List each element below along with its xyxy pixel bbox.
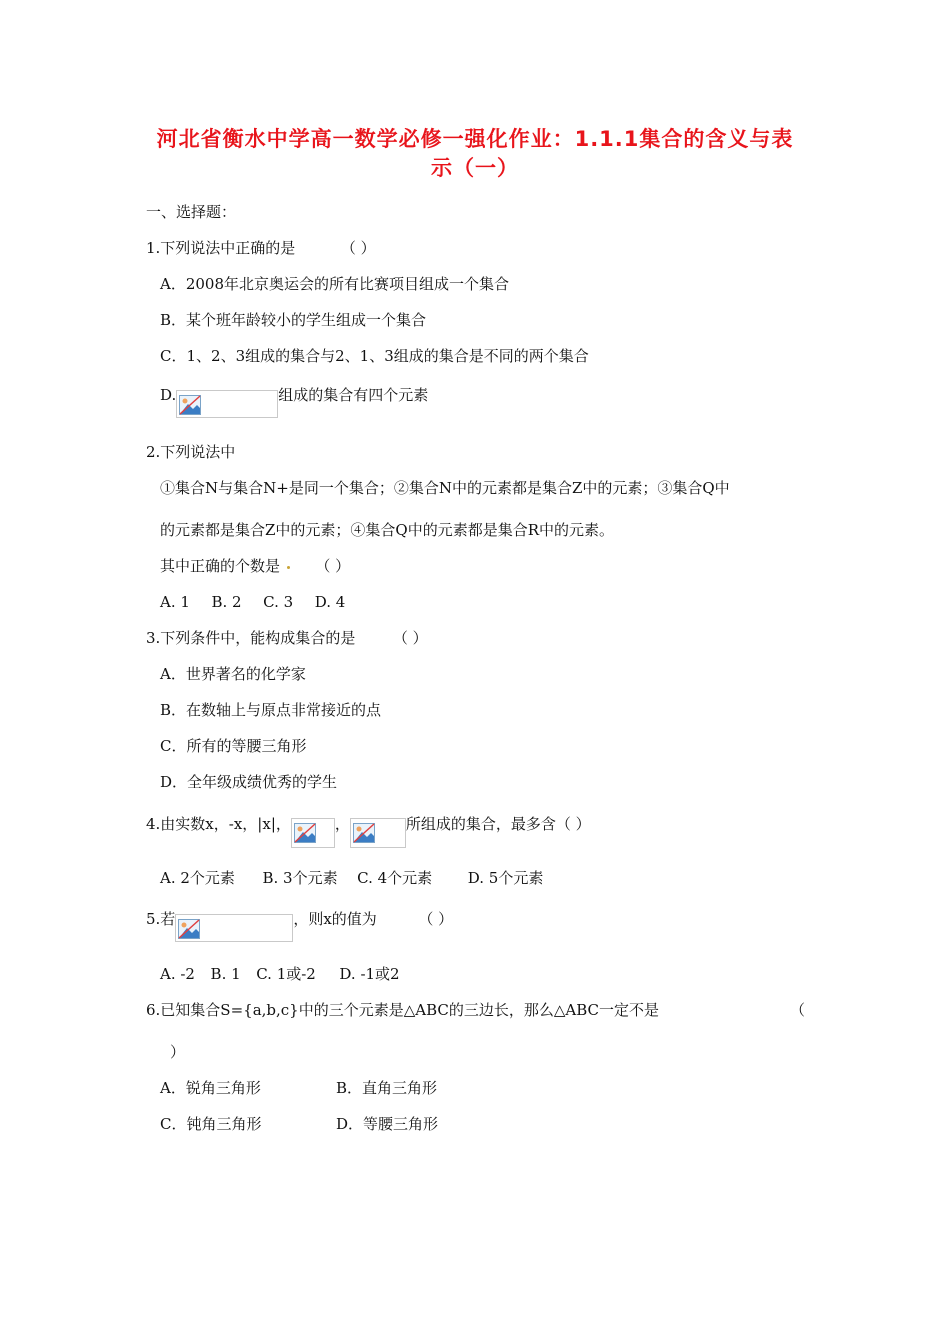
- q4-separator: ，: [334, 815, 350, 833]
- q6-stem: 6.已知集合S={a,b,c}中的三个元素是△ABC的三边长，那么△ABC一定不是: [146, 1001, 660, 1019]
- q2-question-text: 其中正确的个数是: [160, 557, 281, 575]
- q4-stem: [146, 810, 591, 840]
- q6-option-a: A．锐角三角形: [160, 1079, 261, 1097]
- q4-option-a: A. 2个元素: [160, 869, 235, 887]
- q1-option-d: [160, 382, 428, 410]
- q5-options: [160, 964, 400, 984]
- q3-option-d: D．全年级成绩优秀的学生: [160, 773, 338, 791]
- q2-option-b: B. 2: [211, 593, 242, 611]
- q2-stem: 2.下列说法中: [146, 443, 236, 461]
- q3-option-b: B．在数轴上与原点非常接近的点: [160, 701, 382, 719]
- broken-image-icon: [176, 390, 278, 418]
- q2-options: [160, 592, 345, 612]
- q3-answer-paren: （ ）: [392, 629, 428, 647]
- q3-stem: [146, 628, 428, 648]
- q6-paren-close: ）: [170, 1043, 186, 1061]
- q4-stem-text: 4.由实数x，-x，|x|，: [146, 815, 291, 833]
- q2-answer-paren: （ ）: [315, 557, 351, 575]
- q5-answer-paren: （ ）: [418, 910, 454, 928]
- broken-image-icon: [350, 818, 406, 848]
- q1-option-d-suffix: 组成的集合有四个元素: [278, 386, 429, 404]
- q2-option-d: D. 4: [314, 593, 346, 611]
- q2-statement-line-1: ①集合N与集合N+是同一个集合；②集合N中的元素都是集合Z中的元素；③集合Q中: [160, 479, 730, 497]
- q5-option-d: D. -1或2: [339, 965, 400, 983]
- q5-option-b: B. 1: [210, 965, 241, 983]
- q2-option-a: A. 1: [160, 593, 190, 611]
- q6-option-b: B．直角三角形: [336, 1079, 438, 1097]
- q4-option-c: C. 4个元素: [357, 869, 433, 887]
- q4-options: [160, 868, 543, 888]
- q2-statement-line-2: 的元素都是集合Z中的元素；④集合Q中的元素都是集合R中的元素。: [160, 521, 615, 539]
- stray-dot: [287, 566, 290, 569]
- q4-stem-suffix: 所组成的集合，最多含（ ）: [405, 815, 591, 833]
- section-heading: 一、选择题：: [146, 203, 237, 221]
- q6-option-d: D．等腰三角形: [336, 1115, 439, 1133]
- q1-answer-paren: （ ）: [340, 239, 376, 257]
- broken-image-icon: [291, 818, 335, 848]
- q2-question-line: [160, 556, 350, 576]
- q1-stem: [146, 238, 376, 258]
- q1-option-b: B．某个班年龄较小的学生组成一个集合: [160, 311, 427, 329]
- q5-option-c: C. 1或-2: [256, 965, 316, 983]
- q4-option-b: B. 3个元素: [262, 869, 338, 887]
- q4-option-d: D. 5个元素: [467, 869, 544, 887]
- q5-stem: [146, 906, 453, 934]
- q1-option-d-prefix: D.: [160, 386, 177, 404]
- broken-image-icon: [175, 914, 293, 942]
- q3-option-c: C．所有的等腰三角形: [160, 737, 307, 755]
- document-title-line-1: 河北省衡水中学高一数学必修一强化作业：1.1.1集合的含义与表: [156, 127, 794, 151]
- q3-stem-text: 3.下列条件中，能构成集合的是: [146, 629, 356, 647]
- q2-option-c: C. 3: [263, 593, 294, 611]
- q6-option-c: C．钝角三角形: [160, 1115, 262, 1133]
- q1-stem-text: 1.下列说法中正确的是: [146, 239, 296, 257]
- q1-option-a: A．2008年北京奥运会的所有比赛项目组成一个集合: [160, 275, 510, 293]
- document-title-line-2: 示（一）: [431, 156, 519, 180]
- q1-option-c: C．1、2、3组成的集合与2、1、3组成的集合是不同的两个集合: [160, 347, 589, 365]
- q5-option-a: A. -2: [160, 965, 195, 983]
- q5-prefix: 5.若: [146, 910, 176, 928]
- q3-option-a: A．世界著名的化学家: [160, 665, 306, 683]
- q6-paren-open: （: [790, 1001, 806, 1019]
- q5-suffix: ，则x的值为: [293, 910, 377, 928]
